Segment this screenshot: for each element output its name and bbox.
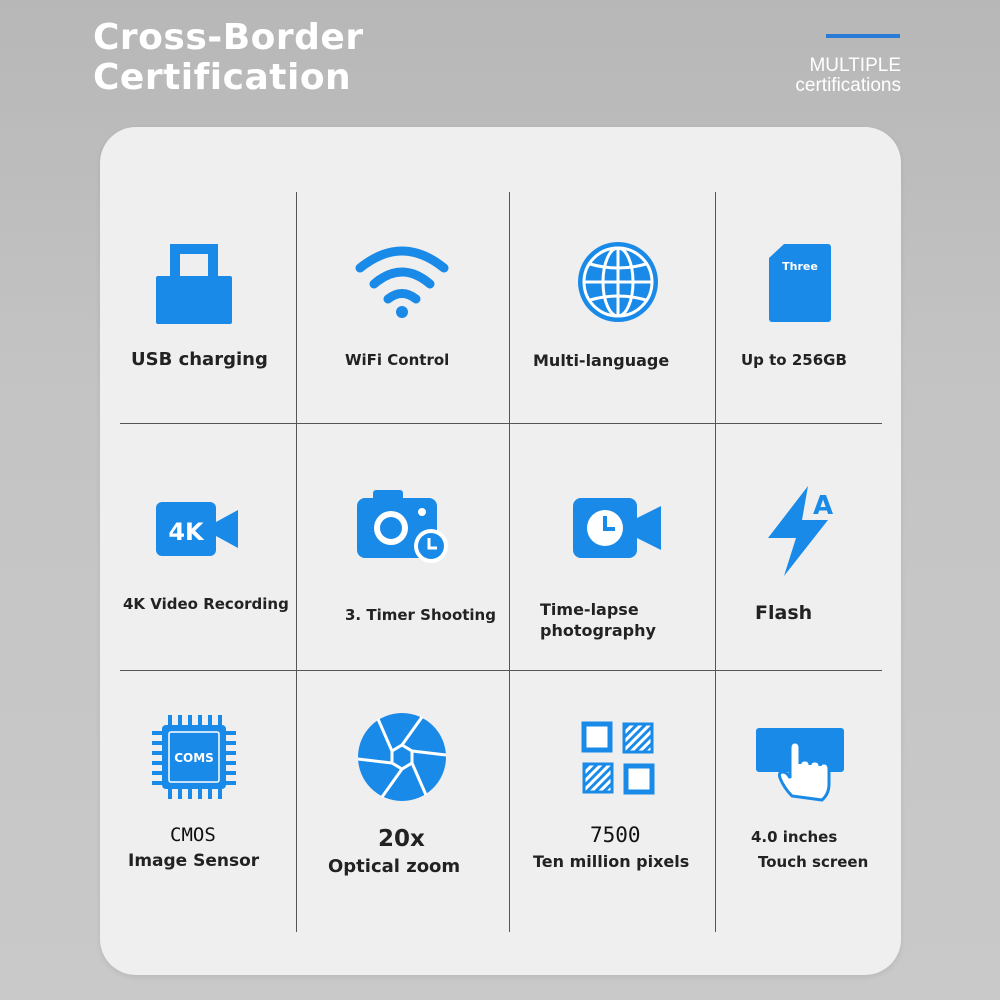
4k-video-camera-icon [156, 502, 240, 556]
usb-charging-icon [150, 240, 238, 326]
feature-label-line-2: Ten million pixels [533, 852, 690, 871]
feature-label: Flash [755, 602, 813, 624]
feature-label-line-2: Optical zoom [328, 856, 461, 877]
feature-label: 3. Timer Shooting [345, 606, 496, 624]
tag-line-1: MULTIPLE [809, 55, 901, 76]
grid-divider [120, 423, 882, 424]
feature-label-line-2: Image Sensor [128, 851, 260, 871]
feature-label: WiFi Control [345, 351, 450, 369]
globe-icon [574, 238, 662, 326]
feature-label-line-1: Time-lapse [540, 600, 639, 619]
feature-label-line-1: 7500 [590, 823, 641, 847]
cmos-chip-icon [152, 715, 236, 799]
title-line-1: Cross-Border [93, 17, 364, 58]
grid-divider [509, 192, 510, 932]
feature-label-line-1: 4.0 inches [751, 828, 838, 846]
timer-camera-icon [355, 488, 451, 564]
grid-divider [715, 192, 716, 932]
flash-auto-letter: A [812, 491, 834, 521]
wifi-icon [352, 244, 452, 320]
grid-divider [296, 192, 297, 932]
certifications-tag [795, 56, 901, 96]
page-title [93, 18, 364, 98]
timelapse-camera-icon [573, 496, 663, 560]
title-line-2: Certification [93, 57, 352, 98]
feature-label-line-1: 20x [378, 826, 425, 852]
accent-divider [826, 34, 900, 38]
feature-label: USB charging [131, 349, 268, 370]
sd-card-icon [768, 242, 832, 322]
feature-label: 4K Video Recording [123, 595, 289, 613]
pixel-grid-icon [580, 720, 656, 796]
feature-label-line-1: CMOS [170, 824, 216, 846]
grid-divider [120, 670, 882, 671]
feature-label: Up to 256GB [741, 351, 847, 369]
4k-icon-text: 4K [168, 518, 204, 546]
sd-card-icon-text: Three [782, 260, 818, 273]
feature-label: Multi-language [533, 351, 670, 370]
aperture-icon [356, 711, 448, 803]
tag-line-2: certifications [795, 75, 901, 96]
feature-label-line-2: photography [540, 621, 656, 640]
auto-flash-icon [762, 484, 842, 578]
chip-icon-text: COMS [174, 751, 214, 765]
touch-screen-icon [754, 726, 846, 802]
feature-label-line-2: Touch screen [758, 853, 869, 871]
